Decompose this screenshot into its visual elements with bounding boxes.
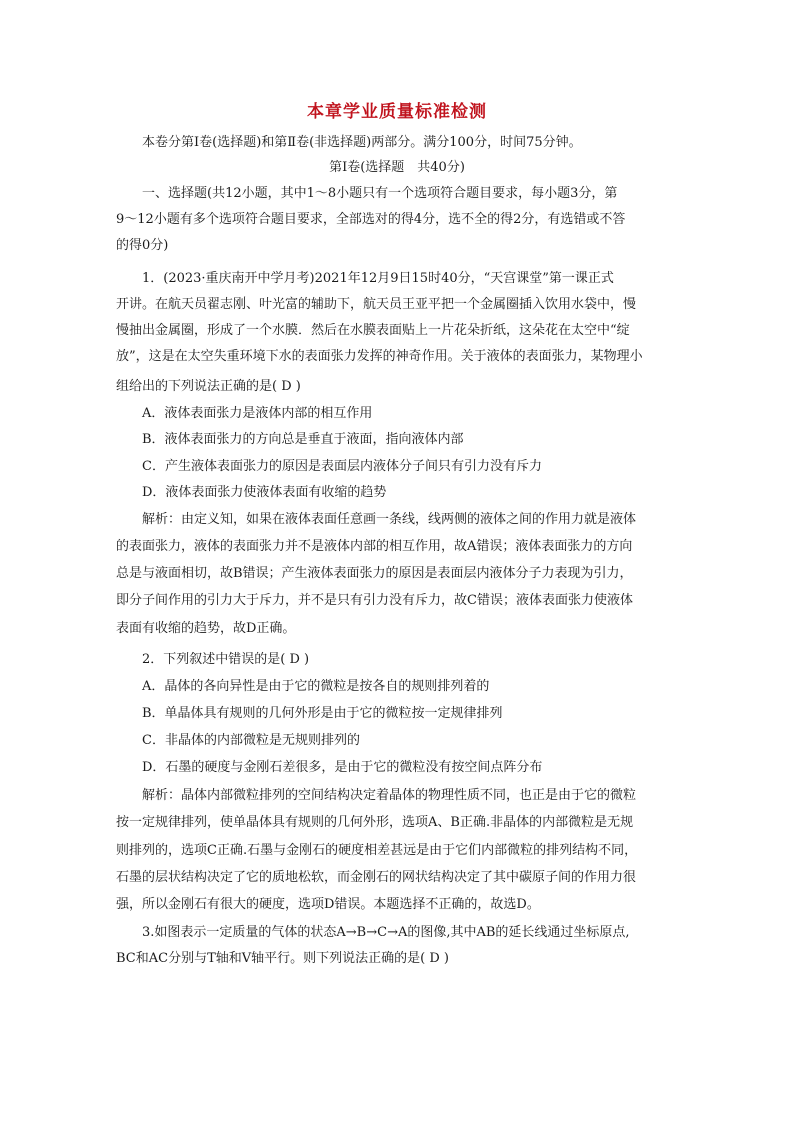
question-2-option-b: B．单晶体具有规则的几何外形是由于它的微粒按一定规律排列 (142, 706, 503, 721)
section-instructions: 一、选择题(共12小题，其中1～8小题只有一个选项符合题目要求，每小题3分，第 (142, 186, 618, 201)
question-1-analysis: 即分子间作用的引力大于斥力，并不是只有引力没有斥力，故C错误；液体表面张力使液体 (116, 593, 633, 608)
question-1-analysis: 的表面张力，液体的表面张力并不是液体内部的相互作用，故A错误；液体表面张力的方向 (116, 539, 633, 554)
question-1-option-c: C．产生液体表面张力的原因是表面层内液体分子间只有引力没有斥力 (142, 459, 542, 474)
question-2-stem: 2．下列叙述中错误的是( D ) (142, 652, 310, 667)
question-1-stem: 开讲。在航天员翟志刚、叶光富的辅助下，航天员王亚平把一个金属圈插入饮用水袋中，慢 (116, 297, 637, 312)
question-2-analysis: 强，所以金刚石有很大的硬度，选项D错误。本题选择不正确的，故选D。 (116, 897, 540, 912)
question-3-stem: 3.如图表示一定质量的气体的状态A→B→C→A的图像,其中AB的延长线通过坐标原点, (142, 925, 630, 940)
question-3-stem: BC和AC分别与T轴和V轴平行。则下列说法正确的是( D ) (116, 951, 449, 966)
question-1-analysis: 表面有收缩的趋势，故D正确。 (116, 621, 296, 636)
section-instructions: 的得0分) (116, 238, 169, 253)
question-2-analysis: 石墨的层状结构决定了它的质地松软，而金刚石的网状结构决定了其中碳原子间的作用力很 (116, 870, 637, 885)
section-instructions: 9～12小题有多个选项符合题目要求，全部选对的得4分，选不全的得2分，有选错或不答 (116, 212, 626, 227)
question-1-option-b: B．液体表面张力的方向总是垂直于液面，指向液体内部 (142, 432, 464, 447)
question-1-stem: 组给出的下列说法正确的是( D ) (116, 379, 301, 394)
question-1-option-d: D．液体表面张力使液体表面有收缩的趋势 (142, 485, 387, 500)
question-1-option-a: A．液体表面张力是液体内部的相互作用 (142, 406, 373, 421)
question-1-stem: 慢抽出金属圈，形成了一个水膜．然后在水膜表面贴上一片花朵折纸，这朵花在太空中“绽 (116, 323, 630, 338)
question-2-analysis: 按一定规律排列，使单晶体具有规则的几何外形，选项A、B正确.非晶体的内部微粒是无规 (116, 815, 634, 830)
question-2-analysis: 则排列的，选项C正确.石墨与金刚石的硬度相差甚远是由于它们内部微粒的排列结构不同， (116, 843, 638, 858)
question-2-analysis: 解析：晶体内部微粒排列的空间结构决定着晶体的物理性质不同，也正是由于它的微粒 (142, 788, 637, 803)
question-1-stem: 放”，这是在太空失重环境下水的表面张力发挥的神奇作用。关于液体的表面张力，某物理小 (116, 349, 643, 364)
question-2-option-c: C．非晶体的内部微粒是无规则排列的 (142, 733, 360, 748)
question-1-analysis: 解析：由定义知，如果在液体表面任意画一条线，线两侧的液体之间的作用力就是液体 (142, 512, 637, 527)
question-2-option-d: D．石墨的硬度与金刚石差很多，是由于它的微粒没有按空间点阵分布 (142, 760, 543, 775)
question-1-stem: 1．(2023·重庆南开中学月考)2021年12月9日15时40分，“天宫课堂”第一课正式 (142, 271, 614, 286)
question-2-option-a: A．晶体的各向异性是由于它的微粒是按各自的规则排列着的 (142, 679, 490, 694)
page-title: 本章学业质量标准检测 (307, 102, 487, 122)
intro-text: 本卷分第Ⅰ卷(选择题)和第Ⅱ卷(非选择题)两部分。满分100分，时间75分钟。 (142, 135, 582, 150)
question-1-analysis: 总是与液面相切，故B错误；产生液体表面张力的原因是表面层内液体分子力表现为引力， (116, 566, 633, 581)
part1-heading: 第Ⅰ卷(选择题 共40分) (329, 160, 465, 175)
